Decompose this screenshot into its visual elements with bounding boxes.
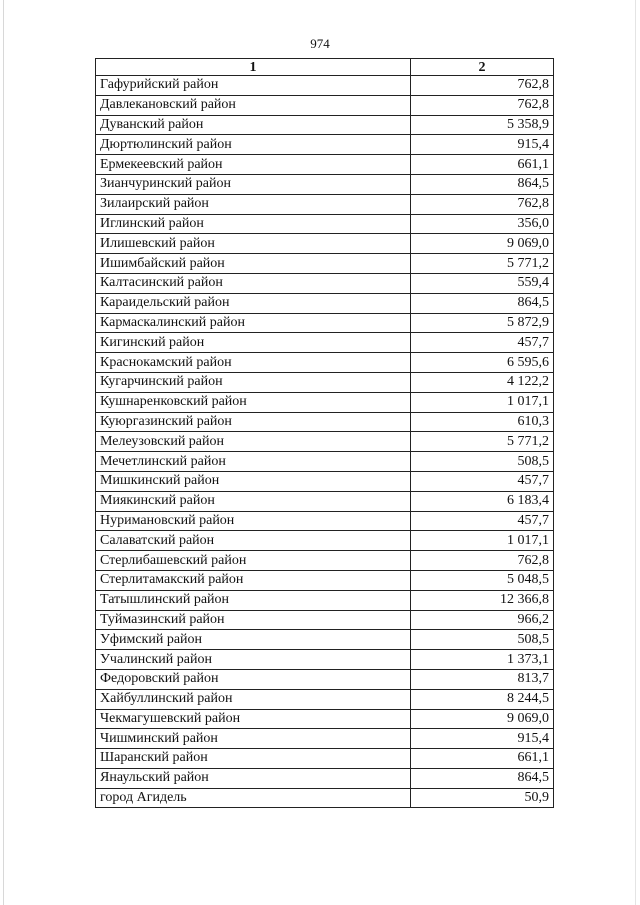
district-name: Кигинский район bbox=[96, 333, 411, 353]
table-row bbox=[96, 689, 554, 709]
table-row bbox=[96, 491, 554, 511]
district-value: 457,7 bbox=[411, 471, 554, 491]
table-row bbox=[96, 551, 554, 571]
table-row bbox=[96, 570, 554, 590]
district-name: Зилаирский район bbox=[96, 194, 411, 214]
district-name: Мечетлинский район bbox=[96, 452, 411, 472]
district-name: Чекмагушевский район bbox=[96, 709, 411, 729]
district-value: 915,4 bbox=[411, 135, 554, 155]
district-value: 508,5 bbox=[411, 630, 554, 650]
district-value: 915,4 bbox=[411, 729, 554, 749]
table-row bbox=[96, 471, 554, 491]
table-row bbox=[96, 254, 554, 274]
district-value: 6 595,6 bbox=[411, 353, 554, 373]
table-row bbox=[96, 412, 554, 432]
district-value: 610,3 bbox=[411, 412, 554, 432]
district-name: Стерлибашевский район bbox=[96, 551, 411, 571]
district-name: Хайбуллинский район bbox=[96, 689, 411, 709]
scan-edge-right bbox=[635, 0, 636, 905]
district-name: Караидельский район bbox=[96, 293, 411, 313]
district-name: Татышлинский район bbox=[96, 590, 411, 610]
district-value: 1 373,1 bbox=[411, 650, 554, 670]
district-value: 9 069,0 bbox=[411, 234, 554, 254]
district-value: 864,5 bbox=[411, 768, 554, 788]
district-value: 9 069,0 bbox=[411, 709, 554, 729]
district-value: 356,0 bbox=[411, 214, 554, 234]
district-name: Давлекановский район bbox=[96, 95, 411, 115]
table-row bbox=[96, 610, 554, 630]
district-name: Уфимский район bbox=[96, 630, 411, 650]
district-name: Мишкинский район bbox=[96, 471, 411, 491]
data-table bbox=[95, 58, 554, 808]
table-row bbox=[96, 234, 554, 254]
district-name: город Агидель bbox=[96, 788, 411, 808]
district-value: 966,2 bbox=[411, 610, 554, 630]
district-value: 5 358,9 bbox=[411, 115, 554, 135]
district-name: Кушнаренковский район bbox=[96, 392, 411, 412]
district-name: Ишимбайский район bbox=[96, 254, 411, 274]
table-row bbox=[96, 650, 554, 670]
district-value: 1 017,1 bbox=[411, 531, 554, 551]
district-name: Калтасинский район bbox=[96, 273, 411, 293]
table-row bbox=[96, 590, 554, 610]
district-value: 762,8 bbox=[411, 95, 554, 115]
district-name: Кармаскалинский район bbox=[96, 313, 411, 333]
table-row bbox=[96, 630, 554, 650]
district-value: 5 048,5 bbox=[411, 570, 554, 590]
table-row bbox=[96, 531, 554, 551]
district-value: 6 183,4 bbox=[411, 491, 554, 511]
table-row bbox=[96, 768, 554, 788]
district-name: Шаранский район bbox=[96, 749, 411, 769]
district-value: 661,1 bbox=[411, 155, 554, 175]
district-name: Туймазинский район bbox=[96, 610, 411, 630]
district-name: Чишминский район bbox=[96, 729, 411, 749]
district-value: 50,9 bbox=[411, 788, 554, 808]
table-row bbox=[96, 729, 554, 749]
table-row bbox=[96, 313, 554, 333]
district-value: 864,5 bbox=[411, 293, 554, 313]
district-value: 1 017,1 bbox=[411, 392, 554, 412]
district-name: Гафурийский район bbox=[96, 76, 411, 96]
column-header-1: 1 bbox=[96, 59, 411, 76]
column-header-2: 2 bbox=[411, 59, 554, 76]
page-number: 974 bbox=[310, 36, 330, 51]
header-row bbox=[96, 59, 554, 76]
table-row bbox=[96, 432, 554, 452]
district-name: Куюргазинский район bbox=[96, 412, 411, 432]
district-name: Федоровский район bbox=[96, 669, 411, 689]
district-name: Миякинский район bbox=[96, 491, 411, 511]
table-row bbox=[96, 788, 554, 808]
table-row bbox=[96, 155, 554, 175]
table-row bbox=[96, 135, 554, 155]
district-name: Зианчуринский район bbox=[96, 174, 411, 194]
table-row bbox=[96, 452, 554, 472]
district-value: 5 771,2 bbox=[411, 432, 554, 452]
district-name: Нуримановский район bbox=[96, 511, 411, 531]
district-name: Янаульский район bbox=[96, 768, 411, 788]
table-row bbox=[96, 353, 554, 373]
table-row bbox=[96, 214, 554, 234]
table-row bbox=[96, 749, 554, 769]
district-name: Кугарчинский район bbox=[96, 372, 411, 392]
district-name: Илишевский район bbox=[96, 234, 411, 254]
district-value: 762,8 bbox=[411, 76, 554, 96]
table-row bbox=[96, 273, 554, 293]
district-value: 813,7 bbox=[411, 669, 554, 689]
district-value: 5 771,2 bbox=[411, 254, 554, 274]
table-row bbox=[96, 511, 554, 531]
scan-edge-left bbox=[3, 0, 4, 905]
district-name: Краснокамский район bbox=[96, 353, 411, 373]
district-name: Дуванский район bbox=[96, 115, 411, 135]
table-row bbox=[96, 174, 554, 194]
district-name: Дюртюлинский район bbox=[96, 135, 411, 155]
district-value: 508,5 bbox=[411, 452, 554, 472]
district-value: 4 122,2 bbox=[411, 372, 554, 392]
table-row bbox=[96, 95, 554, 115]
district-value: 5 872,9 bbox=[411, 313, 554, 333]
district-value: 559,4 bbox=[411, 273, 554, 293]
district-value: 457,7 bbox=[411, 333, 554, 353]
table-row bbox=[96, 76, 554, 96]
district-name: Стерлитамакский район bbox=[96, 570, 411, 590]
district-name: Салаватский район bbox=[96, 531, 411, 551]
table-row bbox=[96, 669, 554, 689]
district-value: 762,8 bbox=[411, 551, 554, 571]
table-row bbox=[96, 194, 554, 214]
table-row bbox=[96, 392, 554, 412]
table-row bbox=[96, 709, 554, 729]
district-name: Ермекеевский район bbox=[96, 155, 411, 175]
district-name: Иглинский район bbox=[96, 214, 411, 234]
district-value: 661,1 bbox=[411, 749, 554, 769]
table-body bbox=[96, 76, 554, 808]
district-value: 864,5 bbox=[411, 174, 554, 194]
district-name: Мелеузовский район bbox=[96, 432, 411, 452]
district-name: Учалинский район bbox=[96, 650, 411, 670]
district-value: 762,8 bbox=[411, 194, 554, 214]
table-row bbox=[96, 293, 554, 313]
table-row bbox=[96, 333, 554, 353]
district-value: 8 244,5 bbox=[411, 689, 554, 709]
table-row bbox=[96, 115, 554, 135]
district-value: 12 366,8 bbox=[411, 590, 554, 610]
district-value: 457,7 bbox=[411, 511, 554, 531]
table-row bbox=[96, 372, 554, 392]
